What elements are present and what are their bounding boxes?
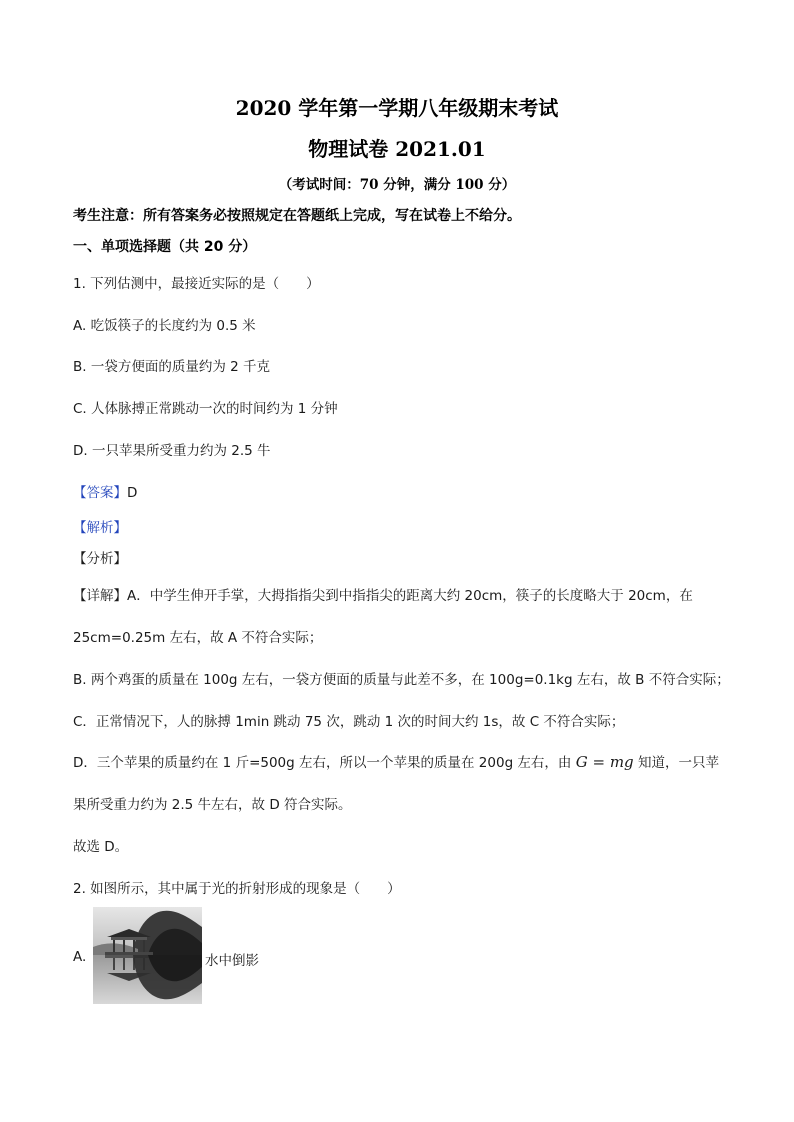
answer-value: D xyxy=(127,485,138,501)
detail-a-text: A．中学生伸开手掌，大拇指指尖到中指指尖的距离大约 20cm，筷子的长度略大于 20cm，在 xyxy=(127,588,693,604)
question-2-option-a-label: A. xyxy=(73,949,87,965)
detail-tag: 【详解】 xyxy=(73,588,127,604)
question-2-option-a-caption: 水中倒影 xyxy=(205,953,259,969)
detail-d-line1 xyxy=(73,751,719,771)
formula-g-mg: G = mg xyxy=(575,753,634,771)
detail-d-text: D．三个苹果的质量约在 1 斤=500g 左右，所以一个苹果的质量在 200g 左右，由 xyxy=(73,755,572,771)
pavilion-reflection-photo xyxy=(93,907,202,1004)
question-1-option-a: A. 吃饭筷子的长度约为 0.5 米 xyxy=(73,318,256,334)
question-1-option-d: D. 一只苹果所受重力约为 2.5 牛 xyxy=(73,443,271,459)
question-1-option-b: B. 一袋方便面的质量约为 2 千克 xyxy=(73,359,271,375)
detail-d-text-end: 知道，一只苹 xyxy=(637,755,719,771)
conclusion: 故选 D。 xyxy=(73,839,129,855)
section-heading: 一、单项选择题（共 20 分） xyxy=(73,239,257,255)
exam-subtitle: 物理试卷 2021.01 xyxy=(308,137,486,161)
question-1-option-c: C. 人体脉搏正常跳动一次的时间约为 1 分钟 xyxy=(73,401,338,417)
detail-b: B. 两个鸡蛋的质量在 100g 左右，一袋方便面的质量与此差不多，在 100g=0.1kg 左右，故 B 不符合实际； xyxy=(73,672,730,688)
detail-c: C．正常情况下，人的脉搏 1min 跳动 75 次，跳动 1 次的时间大约 1s，故 C 不符合实际； xyxy=(73,714,625,730)
exam-info: （考试时间：70 分钟，满分 100 分） xyxy=(278,177,516,193)
question-2-stem: 2. 如图所示，其中属于光的折射形成的现象是（ ） xyxy=(73,881,401,897)
answer-tag: 【答案】 xyxy=(73,485,127,501)
analysis-tag: 【解析】 xyxy=(73,520,127,536)
analysis-subheading: 【分析】 xyxy=(73,551,127,567)
candidate-notice: 考生注意：所有答案务必按照规定在答题纸上完成，写在试卷上不给分。 xyxy=(73,208,521,224)
detail-a-line2: 25cm=0.25m 左右，故 A 不符合实际； xyxy=(73,630,323,646)
detail-d-line2: 果所受重力约为 2.5 牛左右，故 D 符合实际。 xyxy=(73,797,352,813)
detail-a-line1 xyxy=(73,584,693,604)
question-1-stem: 1. 下列估测中，最接近实际的是（ ） xyxy=(73,276,320,292)
exam-title: 2020 学年第一学期八年级期末考试 xyxy=(235,96,559,120)
answer-line xyxy=(73,481,137,501)
